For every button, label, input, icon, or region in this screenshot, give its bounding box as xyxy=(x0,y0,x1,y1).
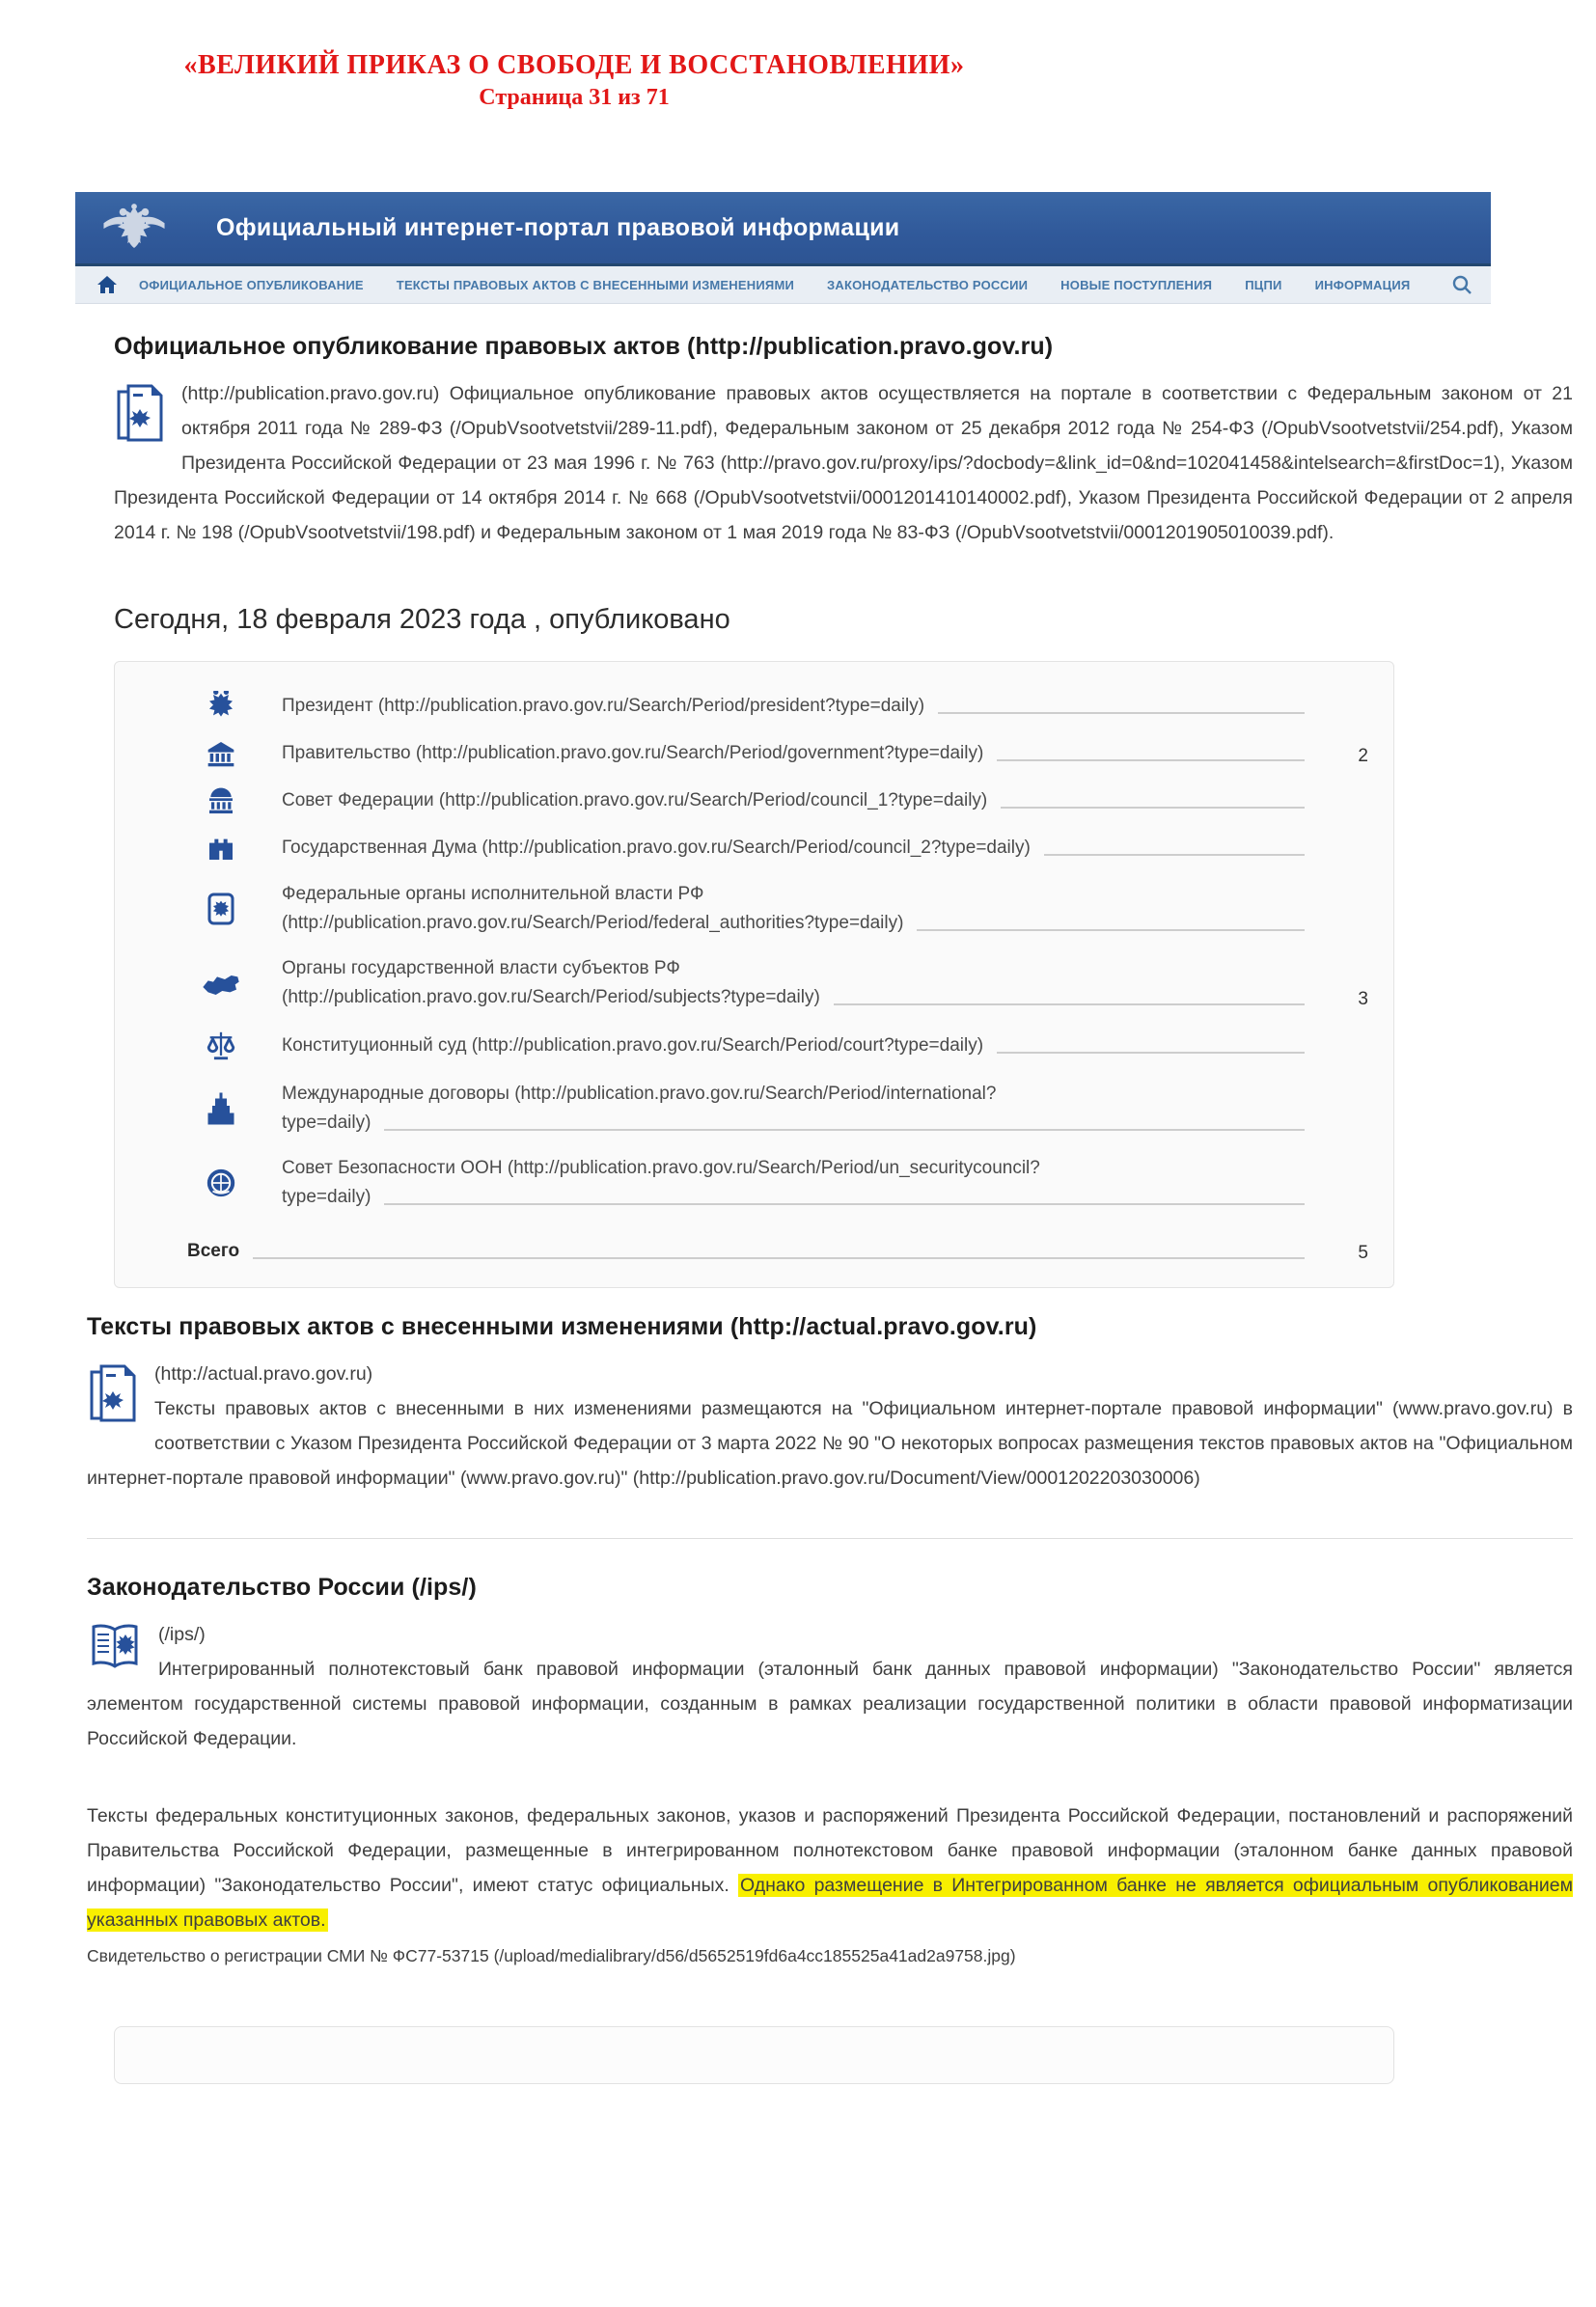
nav-item-new-arrivals[interactable]: НОВЫЕ ПОСТУПЛЕНИЯ xyxy=(1060,277,1213,292)
un-emblem-icon xyxy=(187,1167,255,1199)
leader-line xyxy=(1001,807,1305,809)
row-label-top: Федеральные органы исполнительной власти РФ xyxy=(282,884,704,904)
row-label[interactable]: (http://publication.pravo.gov.ru/Search/Period/subjects?type=daily) xyxy=(282,987,820,1007)
legislation-link[interactable]: (/ips/) xyxy=(158,1624,206,1645)
row-label[interactable]: (http://publication.pravo.gov.ru/Search/Period/federal_authorities?type=daily) xyxy=(282,913,904,933)
tower-building-icon xyxy=(187,1091,255,1126)
nav-item-legislation[interactable]: ЗАКОНОДАТЕЛЬСТВО РОССИИ xyxy=(827,277,1029,292)
legislation-body: Интегрированный полнотекстовый банк правовой информации (эталонный банк данных правовой информации) "Законодательство России" является элементом государственной системы правовой информации, созданным в рамках реализации государственной политики в области правовой информатизации Российской Федерации. xyxy=(87,1659,1573,1749)
leader-line xyxy=(834,1003,1305,1005)
nav-item-acts-with-changes[interactable]: ТЕКСТЫ ПРАВОВЫХ АКТОВ С ВНЕСЕННЫМИ ИЗМЕНЕНИЯМИ xyxy=(396,277,795,292)
section-divider xyxy=(87,1538,1573,1539)
documents-stack-icon xyxy=(114,382,166,444)
row-count: 3 xyxy=(1358,989,1368,1009)
official-publication-heading: Официальное опубликование правовых актов (http://publication.pravo.gov.ru) xyxy=(114,333,1054,360)
emblem-document-icon xyxy=(187,892,255,926)
duma-building-icon xyxy=(187,833,255,864)
portal-title: Официальный интернет-портал правовой информации xyxy=(216,213,900,241)
publication-row-un-security-council xyxy=(187,1154,1368,1212)
row-label[interactable]: Президент (http://publication.pravo.gov.ru/Search/Period/president?type=daily) xyxy=(282,696,925,716)
publication-row-president xyxy=(187,691,1368,722)
publication-row-constitutional-court xyxy=(187,1029,1368,1063)
row-label[interactable]: type=daily) xyxy=(282,1187,371,1207)
acts-with-changes-body: Тексты правовых актов с внесенными в них изменениями размещаются на "Официальном интернет-портале правовой информации" (www.pravo.gov.ru) в соответствии с Указом Президента Российской Федерации от 3 марта 2022 № 90 "О некоторых вопросах размещения текстов правовых актов на "Официальном интернет-портале правовой информации" (www.pravo.gov.ru)" (http://publication.pravo.gov.ru/Document/View/0001202203030006) xyxy=(87,1398,1573,1489)
nav-item-information[interactable]: ИНФОРМАЦИЯ xyxy=(1314,277,1411,292)
government-building-icon xyxy=(187,738,255,769)
legislation-paragraph xyxy=(87,1617,1573,1756)
legislation-heading: Законодательство России (/ips/) xyxy=(87,1574,477,1601)
leader-line xyxy=(917,929,1305,931)
acts-with-changes-heading: Тексты правовых актов с внесенными изменениями (http://actual.pravo.gov.ru) xyxy=(87,1313,1037,1340)
highlighted-sentence: Однако размещение в Интегрированном банке не является официальным опубликованием указанных правовых актов. xyxy=(87,1875,1573,1931)
acts-with-changes-paragraph xyxy=(87,1357,1573,1496)
row-label[interactable]: Правительство (http://publication.pravo.gov.ru/Search/Period/government?type=daily) xyxy=(282,743,984,763)
row-label[interactable]: Конституционный суд (http://publication.pravo.gov.ru/Search/Period/court?type=daily) xyxy=(282,1035,984,1056)
total-row xyxy=(187,1237,1368,1266)
page-content xyxy=(87,333,1573,2084)
row-label[interactable]: Совет Федерации (http://publication.pravo.gov.ru/Search/Period/council_1?type=daily) xyxy=(282,790,988,810)
nav-item-pcpi[interactable]: ПЦПИ xyxy=(1245,277,1282,292)
portal-nav xyxy=(75,263,1491,304)
today-heading: Сегодня, 18 февраля 2023 года , опубликовано xyxy=(114,604,730,635)
search-icon[interactable] xyxy=(1450,273,1473,296)
document-banner xyxy=(0,50,1148,111)
row-label-top: Органы государственной власти субъектов РФ xyxy=(282,958,680,978)
publication-row-state-duma xyxy=(187,833,1368,864)
leader-line xyxy=(384,1129,1305,1131)
document-title: «ВЕЛИКИЙ ПРИКАЗ О СВОБОДЕ И ВОССТАНОВЛЕНИИ» xyxy=(183,50,965,80)
leader-line xyxy=(253,1257,1305,1259)
leader-line xyxy=(384,1203,1305,1205)
portal-masthead xyxy=(75,192,1491,263)
row-label-top: Совет Безопасности ООН (http://publication.pravo.gov.ru/Search/Period/un_securitycouncil? xyxy=(282,1158,1040,1178)
total-label: Всего xyxy=(187,1241,240,1261)
next-section-box-partial xyxy=(114,2026,1394,2084)
scales-icon xyxy=(187,1029,255,1063)
publication-row-government xyxy=(187,738,1368,769)
open-book-icon xyxy=(87,1623,143,1671)
document-page-number: Страница 31 из 71 xyxy=(479,85,670,110)
row-label-top: Международные договоры (http://publication.pravo.gov.ru/Search/Period/international? xyxy=(282,1084,997,1104)
row-label[interactable]: Государственная Дума (http://publication.pravo.gov.ru/Search/Period/council_2?type=daily) xyxy=(282,838,1031,858)
total-count: 5 xyxy=(1358,1243,1368,1263)
leader-line xyxy=(938,712,1305,714)
acts-with-changes-link[interactable]: (http://actual.pravo.gov.ru) xyxy=(154,1363,373,1385)
leader-line xyxy=(1044,854,1305,856)
documents-stack-icon xyxy=(87,1362,139,1424)
row-label[interactable]: type=daily) xyxy=(282,1112,371,1133)
today-publications-box xyxy=(114,661,1394,1288)
russia-map-icon xyxy=(187,971,255,996)
official-publication-paragraph xyxy=(114,376,1573,550)
leader-line xyxy=(997,759,1305,761)
nav-item-official-publication[interactable]: ОФИЦИАЛЬНОЕ ОПУБЛИКОВАНИЕ xyxy=(139,277,364,292)
coat-of-arms-icon xyxy=(187,691,255,722)
state-emblem-logo xyxy=(93,198,176,258)
publication-row-federation-council xyxy=(187,785,1368,816)
leader-line xyxy=(997,1052,1305,1054)
publication-row-subjects xyxy=(187,954,1368,1012)
publication-row-international-treaties xyxy=(187,1080,1368,1138)
legislation-paragraph-2 xyxy=(87,1799,1573,1937)
media-registration-footnote: Свидетельство о регистрации СМИ № ФС77-53715 (/upload/medialibrary/d56/d5652519fd6a4cc185525a41ad2a9758.jpg) xyxy=(87,1946,1016,1965)
official-publication-body: (http://publication.pravo.gov.ru) Официальное опубликование правовых актов осуществляется на портале в соответствии с Федеральным законом от 21 октября 2011 года № 289-ФЗ (/OpubVsootvetstvii/289-11.pdf), Федеральным законом от 25 декабря 2012 года № 254-ФЗ (/OpubVsootvetstvii/254.pdf), Указом Президента Российской Федерации от 23 мая 1996 г. № 763 (http://pravo.gov.ru/proxy/ips/?docbody=&link_id=0&nd=102041458&intelsearch=&firstDoc=1), Указом Президента Российской Федерации от 14 октября 2014 г. № 668 (/OpubVsootvetstvii/0001201410140002.pdf), Указом Президента Российской Федерации от 2 апреля 2014 г. № 198 (/OpubVsootvetstvii/198.pdf) и Федеральным законом от 1 мая 2019 года № 83-ФЗ (/OpubVsootvetstvii/0001201905010039.pdf). xyxy=(114,383,1573,543)
senate-building-icon xyxy=(187,785,255,816)
row-count: 2 xyxy=(1358,746,1368,766)
home-icon[interactable] xyxy=(95,273,120,296)
publication-row-federal-authorities xyxy=(187,880,1368,938)
legislation-body-2: Тексты федеральных конституционных законов, федеральных законов, указов и распоряжений Президента Российской Федерации, постановлений и распоряжений Правительства Российской Федерации, размещенные в интегрированном полнотекстовом банке правовой информации (эталонном банке данных правовой информации) "Законодательство России", имеют статус официальных. xyxy=(87,1805,1573,1896)
